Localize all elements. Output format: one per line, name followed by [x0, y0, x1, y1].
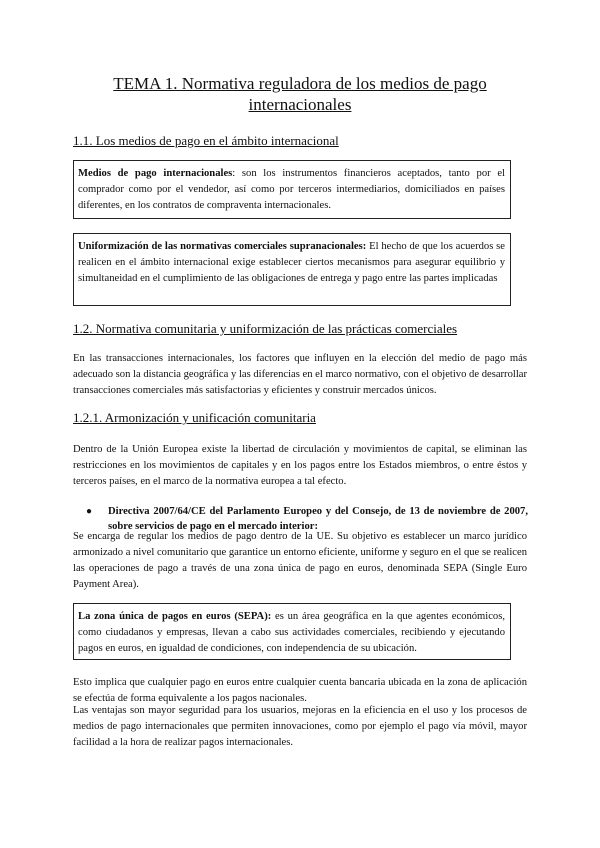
- paragraph-ventajas: Las ventajas son mayor seguridad para los usuarios, mejoras en la eficiencia en el uso y los procesos de medios de pago internacionales que permiten innovaciones, como por ejemplo el pago vía móvil, mayor facilidad a la hora de realizar pagos internacionales.: [73, 705, 527, 748]
- definition-term: La zona única de pagos en euros (SEPA):: [78, 611, 272, 622]
- definition-text: : son los instrumentos financieros aceptados, tanto por el comprador como por el vendedor, así como por terceros intermediarios, domiciliados en países diferentes, en los contratos de compraventa internacionales.: [78, 168, 505, 211]
- definition-text: es un área geográfica en la que agentes económicos, como ciudadanos y empresas, llevan a cabo sus actividades comerciales, recibiendo y ejecutando pagos en euros, en igualdad de condiciones, con independencia de su ubicación.: [78, 611, 505, 654]
- definition-term: Medios de pago internacionales: [78, 168, 233, 179]
- definition-text: El hecho de que los acuerdos se realicen en el ámbito internacional exige establecer ciertos mecanismos para asegurar equilibrio y simultaneidad en el cumplimiento de las obligaciones de entrega y pago entre las partes implicadas: [78, 241, 505, 284]
- definition-term: Uniformización de las normativas comerciales supranacionales:: [78, 241, 367, 252]
- paragraph-union-europea: Dentro de la Unión Europea existe la libertad de circulación y movimientos de capital, se eliminan las restricciones en los movimientos de capitales y en los pagos entre los Estados miembros, o entre éstos y terceros países, en el marco de la normativa europea a tal efecto.: [73, 444, 527, 487]
- definition-box-sepa: [73, 603, 511, 660]
- definition-box-uniformizacion: [73, 233, 511, 306]
- section-heading-1-2-1: 1.2.1. Armonización y unificación comunitaria: [73, 410, 316, 425]
- section-heading-1-1: 1.1. Los medios de pago en el ámbito internacional: [73, 133, 339, 148]
- definition-box-medios-de-pago: [73, 160, 511, 219]
- paragraph-implicaciones: Esto implica que cualquier pago en euros entre cualquier cuenta bancaria ubicada en la zona de aplicación se efectúa de forma equivalente a los pagos nacionales.: [73, 677, 527, 704]
- bullet-icon: ●: [86, 506, 93, 517]
- paragraph-directiva: Se encarga de regular los medios de pago dentro de la UE. Su objetivo es establecer un marco jurídico armonizado a nivel comunitario que garantice un entorno eficiente, uniforme y seguro en el que se realicen las operaciones de pago a través de una zona única de pago en euros, denominada SEPA (Single Euro Payment Area).: [73, 531, 527, 590]
- page-title: TEMA 1. Normativa reguladora de los medios de pago internacionales: [113, 74, 487, 114]
- bullet-text: Directiva 2007/64/CE del Parlamento Europeo y del Consejo, de 13 de noviembre de 2007, sobre servicios de pago en el mercado interior:: [108, 506, 528, 532]
- paragraph-transacciones: En las transacciones internacionales, los factores que influyen en la elección del medio de pago más adecuado son la distancia geográfica y las diferencias en el marco normativo, con el objetivo de desarrollar transacciones comerciales más satisfactorias y eficientes y construir mercados únicos.: [73, 353, 527, 396]
- section-heading-1-2: 1.2. Normativa comunitaria y uniformización de las prácticas comerciales: [73, 321, 458, 336]
